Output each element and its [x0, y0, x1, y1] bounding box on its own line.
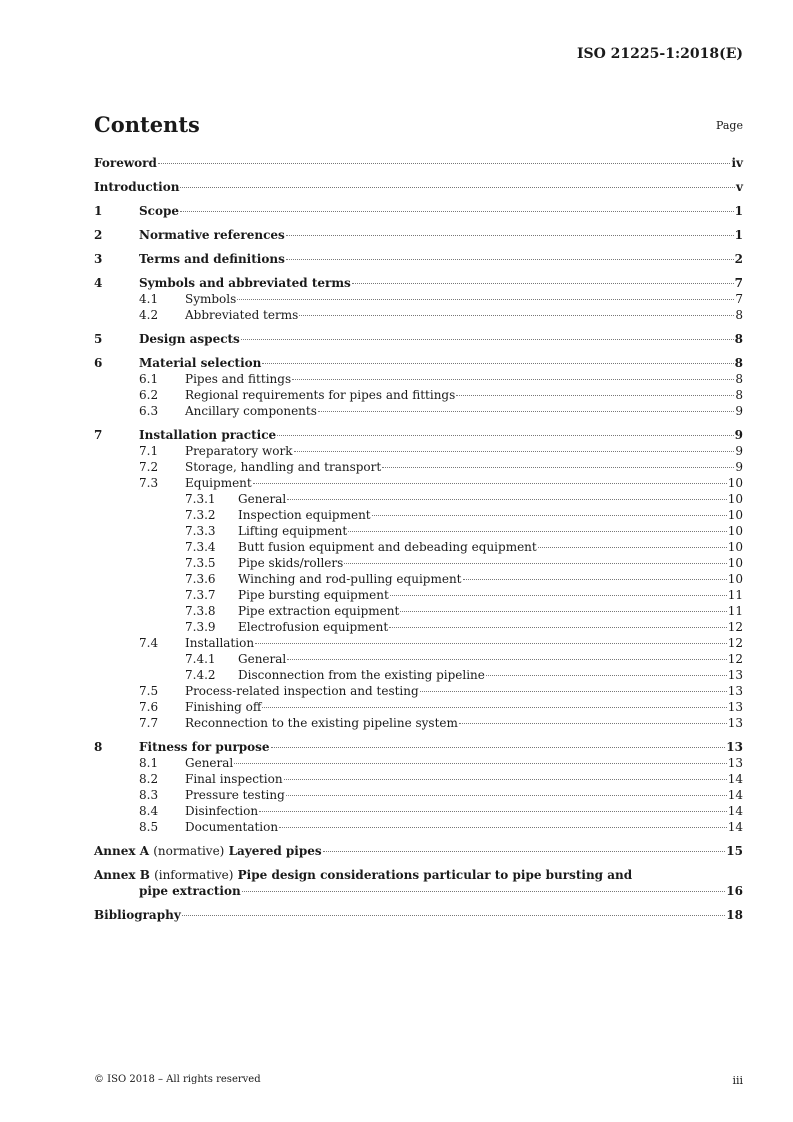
dot-leader: [271, 747, 726, 748]
page-number: 14: [727, 804, 743, 818]
entry-number: 7.2: [139, 460, 159, 474]
entry-number: 7.3.7: [185, 588, 216, 602]
page-number: 15: [726, 844, 743, 858]
entry-title: Preparatory work: [185, 444, 293, 458]
entry-number: 7.3.9: [185, 620, 216, 634]
entry-title: Documentation: [185, 820, 279, 834]
dot-leader: [456, 395, 734, 396]
annex-type: (informative): [154, 868, 234, 882]
page-number: 8: [735, 388, 743, 402]
annex-type: (normative): [153, 844, 225, 858]
dot-leader: [390, 595, 727, 596]
page-number: 9: [735, 404, 743, 418]
dot-leader: [286, 259, 734, 260]
page-column-label: Page: [715, 119, 743, 132]
entry-title: Fitness for purpose: [139, 740, 270, 754]
dot-leader: [287, 499, 726, 500]
page-number: 8: [735, 308, 743, 322]
page-number: v: [736, 180, 743, 194]
toc-entry[interactable]: [94, 275, 743, 291]
toc-entry[interactable]: [94, 803, 743, 819]
toc-entry[interactable]: [94, 459, 743, 475]
entry-title: Regional requirements for pipes and fittings: [185, 388, 456, 402]
toc-entry[interactable]: [94, 475, 743, 491]
toc-entry[interactable]: [94, 203, 743, 219]
toc-entry[interactable]: [94, 443, 743, 459]
dot-leader: [294, 451, 735, 452]
toc-entry[interactable]: [94, 307, 743, 323]
dot-leader: [323, 851, 726, 852]
toc-entry[interactable]: [94, 555, 743, 571]
annex-title: Pipe design considerations particular to pipe bursting and: [237, 868, 633, 882]
toc-entry[interactable]: [94, 507, 743, 523]
entry-number: 7.3: [139, 476, 159, 490]
dot-leader: [400, 611, 726, 612]
entry-title: Disinfection: [185, 804, 259, 818]
entry-title: Process-related inspection and testing: [185, 684, 419, 698]
entry-title: Pressure testing: [185, 788, 285, 802]
entry-number: 7.3.3: [185, 524, 216, 538]
toc-entry[interactable]: [94, 331, 743, 347]
toc-entry[interactable]: [94, 251, 743, 267]
annex-label: Annex B: [94, 868, 150, 882]
entry-number: 4: [94, 276, 103, 290]
dot-leader: [241, 339, 734, 340]
entry-number: 7.3.1: [185, 492, 216, 506]
page-number: 12: [727, 620, 743, 634]
entry-title: Foreword: [94, 156, 157, 170]
page-number: 13: [727, 684, 743, 698]
entry-title: Ancillary components: [185, 404, 317, 418]
entry-number: 7.4.1: [185, 652, 216, 666]
entry-title: General: [185, 756, 234, 770]
entry-number: 2: [94, 228, 103, 242]
toc-entry[interactable]: [94, 683, 743, 699]
page-number: 13: [727, 668, 743, 682]
entry-number: 7.3.5: [185, 556, 216, 570]
entry-number: 7.3.6: [185, 572, 216, 586]
page-number: 14: [727, 820, 743, 834]
toc-entry[interactable]: [94, 227, 743, 243]
page-number: 9: [734, 428, 743, 442]
entry-number: 8.4: [139, 804, 159, 818]
dot-leader: [318, 411, 734, 412]
dot-leader: [299, 315, 734, 316]
page-number: 2: [734, 252, 743, 266]
annex-label: Annex A: [94, 844, 150, 858]
dot-leader: [234, 763, 726, 764]
page-number: 10: [727, 540, 743, 554]
dot-leader: [279, 827, 727, 828]
page-number: iv: [731, 156, 743, 170]
entry-number: 1: [94, 204, 103, 218]
footer-copyright: © ISO 2018 – All rights reserved: [94, 1074, 261, 1085]
dot-leader: [255, 643, 727, 644]
dot-leader: [486, 675, 727, 676]
dot-leader: [348, 531, 727, 532]
entry-number: 7.5: [139, 684, 159, 698]
dot-leader: [352, 283, 734, 284]
entry-title: Installation: [185, 636, 255, 650]
entry-number: 8.1: [139, 756, 159, 770]
toc-entry[interactable]: [94, 155, 743, 171]
toc-entry[interactable]: [94, 739, 743, 755]
dot-leader: [344, 563, 726, 564]
page-number: 12: [727, 636, 743, 650]
entry-number: 6: [94, 356, 103, 370]
toc-entry[interactable]: [94, 371, 743, 387]
page-number: 12: [727, 652, 743, 666]
entry-number: 7: [94, 428, 103, 442]
entry-number: 7.4: [139, 636, 159, 650]
dot-leader: [286, 795, 727, 796]
entry-title: Finishing off: [185, 700, 262, 714]
entry-number: 8.2: [139, 772, 159, 786]
entry-number: 8: [94, 740, 103, 754]
entry-title: Material selection: [139, 356, 262, 370]
entry-title: Butt fusion equipment and debeading equipment: [238, 540, 537, 554]
toc-entry-annex-a[interactable]: [94, 843, 743, 859]
entry-title: Storage, handling and transport: [185, 460, 382, 474]
entry-number: 8.5: [139, 820, 159, 834]
toc-entry[interactable]: [94, 539, 743, 555]
page-number: 1: [734, 228, 743, 242]
page-number: 10: [727, 492, 743, 506]
toc-entry[interactable]: [94, 491, 743, 507]
entry-title: General: [238, 492, 287, 506]
entry-number: 6.1: [139, 372, 159, 386]
page-number: 1: [734, 204, 743, 218]
dot-leader: [389, 627, 727, 628]
dot-leader: [459, 723, 727, 724]
annex-title: Layered pipes: [228, 844, 322, 858]
entry-number: 7.3.2: [185, 508, 216, 522]
table-of-contents: [94, 155, 743, 923]
toc-entry-annex-b[interactable]: [94, 867, 743, 899]
entry-title: Introduction: [94, 180, 180, 194]
page-number: 7: [734, 276, 743, 290]
entry-title: Lifting equipment: [238, 524, 348, 538]
dot-leader: [262, 363, 733, 364]
dot-leader: [420, 691, 727, 692]
entry-title: Scope: [139, 204, 180, 218]
entry-number: 7.6: [139, 700, 159, 714]
dot-leader: [180, 187, 735, 188]
toc-entry[interactable]: [94, 587, 743, 603]
page-title: Contents: [94, 112, 200, 137]
dot-leader: [180, 211, 734, 212]
entry-number: 7.7: [139, 716, 159, 730]
page-number: 13: [727, 756, 743, 770]
toc-entry[interactable]: [94, 715, 743, 731]
page-number: 13: [727, 716, 743, 730]
entry-title: Inspection equipment: [238, 508, 371, 522]
entry-number: 8.3: [139, 788, 159, 802]
entry-title: Pipe bursting equipment: [238, 588, 389, 602]
toc-entry[interactable]: [94, 619, 743, 635]
toc-entry[interactable]: [94, 571, 743, 587]
entry-number: 4.1: [139, 292, 159, 306]
entry-number: 3: [94, 252, 103, 266]
dot-leader: [158, 163, 731, 164]
entry-number: 7.4.2: [185, 668, 216, 682]
entry-title: Pipe skids/rollers: [238, 556, 344, 570]
entry-number: 7.1: [139, 444, 159, 458]
dot-leader: [259, 811, 727, 812]
dot-leader: [463, 579, 727, 580]
document-id: ISO 21225-1:2018(E): [576, 46, 743, 62]
entry-number: 5: [94, 332, 103, 346]
page-number: 13: [727, 700, 743, 714]
page-number: 9: [735, 460, 743, 474]
toc-entry[interactable]: [94, 427, 743, 443]
annex-title-cont: pipe extraction: [139, 884, 241, 898]
page-number: 10: [727, 572, 743, 586]
dot-leader: [292, 379, 734, 380]
entry-title: Abbreviated terms: [185, 308, 299, 322]
page-number: 8: [734, 356, 743, 370]
entry-number: 7.3.4: [185, 540, 216, 554]
toc-entry[interactable]: [94, 403, 743, 419]
entry-title: Winching and rod-pulling equipment: [238, 572, 462, 586]
page-number: 9: [735, 444, 743, 458]
entry-title: General: [238, 652, 287, 666]
toc-entry[interactable]: [94, 787, 743, 803]
dot-leader: [242, 891, 726, 892]
entry-title: Electrofusion equipment: [238, 620, 389, 634]
dot-leader: [277, 435, 733, 436]
entry-title: Reconnection to the existing pipeline system: [185, 716, 458, 730]
page-number: 10: [727, 556, 743, 570]
entry-number: 6.3: [139, 404, 159, 418]
entry-title: Installation practice: [139, 428, 277, 442]
dot-leader: [538, 547, 727, 548]
toc-entry[interactable]: [94, 523, 743, 539]
page-number: 18: [726, 908, 743, 922]
toc-entry-bibliography[interactable]: [94, 907, 743, 923]
entry-title: Symbols: [185, 292, 237, 306]
page-number: 8: [734, 332, 743, 346]
entry-title: Bibliography: [94, 908, 181, 922]
dot-leader: [253, 483, 727, 484]
entry-title: Pipe extraction equipment: [238, 604, 400, 618]
dot-leader: [286, 235, 734, 236]
toc-entry[interactable]: [94, 179, 743, 195]
page-number: 10: [727, 508, 743, 522]
page-number: 7: [735, 292, 743, 306]
toc-entry[interactable]: [94, 667, 743, 683]
entry-title: Design aspects: [139, 332, 240, 346]
dot-leader: [262, 707, 726, 708]
entry-title: Equipment: [185, 476, 252, 490]
page-number: 10: [727, 476, 743, 490]
dot-leader: [382, 467, 734, 468]
entry-title: Disconnection from the existing pipeline: [238, 668, 485, 682]
dot-leader: [284, 779, 727, 780]
page-number: 10: [727, 524, 743, 538]
page-number: 13: [726, 740, 743, 754]
entry-number: 7.3.8: [185, 604, 216, 618]
toc-entry[interactable]: [94, 819, 743, 835]
toc-entry[interactable]: [94, 387, 743, 403]
page-number: 14: [727, 788, 743, 802]
dot-leader: [372, 515, 727, 516]
dot-leader: [237, 299, 734, 300]
entry-title: Terms and definitions: [139, 252, 285, 266]
toc-entry[interactable]: [94, 755, 743, 771]
page-number: 11: [727, 588, 743, 602]
page-number: 8: [735, 372, 743, 386]
page-number: 16: [726, 884, 743, 898]
entry-title: Symbols and abbreviated terms: [139, 276, 351, 290]
entry-number: 6.2: [139, 388, 159, 402]
toc-entry[interactable]: [94, 355, 743, 371]
footer-page-number: iii: [732, 1074, 743, 1087]
entry-title: Normative references: [139, 228, 285, 242]
toc-entry[interactable]: [94, 291, 743, 307]
toc-entry[interactable]: [94, 651, 743, 667]
entry-number: 4.2: [139, 308, 159, 322]
dot-leader: [182, 915, 726, 916]
toc-entry[interactable]: [94, 635, 743, 651]
page-number: 11: [727, 604, 743, 618]
toc-entry[interactable]: [94, 699, 743, 715]
toc-entry[interactable]: [94, 771, 743, 787]
dot-leader: [287, 659, 726, 660]
entry-title: Pipes and fittings: [185, 372, 292, 386]
toc-entry[interactable]: [94, 603, 743, 619]
page-number: 14: [727, 772, 743, 786]
entry-title: Final inspection: [185, 772, 283, 786]
